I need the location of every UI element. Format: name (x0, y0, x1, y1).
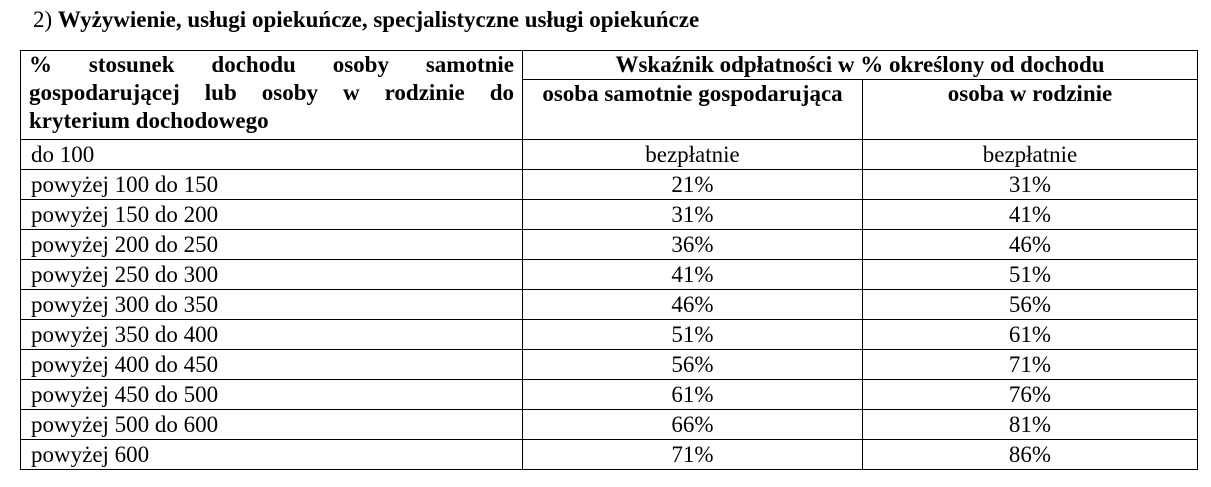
income-range-cell: powyżej 150 do 200 (21, 200, 523, 230)
section-heading (33, 6, 699, 34)
table-row (21, 170, 1198, 200)
table-row (21, 290, 1198, 320)
table-row (21, 440, 1198, 470)
single-person-fee-cell: 36% (523, 230, 863, 260)
family-person-fee-cell: 46% (863, 230, 1198, 260)
header-fee-indicator: Wskaźnik odpłatności w % określony od dochodu (523, 51, 1198, 80)
family-person-fee-cell: bezpłatnie (863, 140, 1198, 170)
family-person-fee-cell: 61% (863, 320, 1198, 350)
income-range-cell: powyżej 450 do 500 (21, 380, 523, 410)
family-person-fee-cell: 76% (863, 380, 1198, 410)
table-row (21, 200, 1198, 230)
family-person-fee-cell: 71% (863, 350, 1198, 380)
single-person-fee-cell: 56% (523, 350, 863, 380)
family-person-fee-cell: 51% (863, 260, 1198, 290)
single-person-fee-cell: bezpłatnie (523, 140, 863, 170)
income-range-cell: powyżej 200 do 250 (21, 230, 523, 260)
table-row (21, 350, 1198, 380)
family-person-fee-cell: 41% (863, 200, 1198, 230)
single-person-fee-cell: 46% (523, 290, 863, 320)
income-range-cell: do 100 (21, 140, 523, 170)
single-person-fee-cell: 66% (523, 410, 863, 440)
fee-table (20, 50, 1198, 470)
income-range-cell: powyżej 600 (21, 440, 523, 470)
section-title: Wyżywienie, usługi opiekuńcze, specjalistyczne usługi opiekuńcze (57, 7, 700, 32)
income-range-cell: powyżej 350 do 400 (21, 320, 523, 350)
income-range-cell: powyżej 250 do 300 (21, 260, 523, 290)
table-row (21, 380, 1198, 410)
family-person-fee-cell: 31% (863, 170, 1198, 200)
family-person-fee-cell: 56% (863, 290, 1198, 320)
header-row-top (21, 51, 1198, 80)
single-person-fee-cell: 71% (523, 440, 863, 470)
family-person-fee-cell: 81% (863, 410, 1198, 440)
section-number: 2) (33, 7, 58, 32)
single-person-fee-cell: 61% (523, 380, 863, 410)
table-row (21, 320, 1198, 350)
income-range-cell: powyżej 500 do 600 (21, 410, 523, 440)
family-person-fee-cell: 86% (863, 440, 1198, 470)
table-row (21, 260, 1198, 290)
single-person-fee-cell: 31% (523, 200, 863, 230)
single-person-fee-cell: 21% (523, 170, 863, 200)
table-row (21, 230, 1198, 260)
income-range-cell: powyżej 400 do 450 (21, 350, 523, 380)
header-single-person: osoba samotnie gospodarująca (523, 80, 863, 140)
header-income-ratio: % stosunek dochodu osoby samotnie gospodarującej lub osoby w rodzinie do kryterium dochodowego (21, 51, 523, 140)
header-family-person: osoba w rodzinie (863, 80, 1198, 140)
single-person-fee-cell: 51% (523, 320, 863, 350)
income-range-cell: powyżej 100 do 150 (21, 170, 523, 200)
income-range-cell: powyżej 300 do 350 (21, 290, 523, 320)
table-row (21, 140, 1198, 170)
table-row (21, 410, 1198, 440)
single-person-fee-cell: 41% (523, 260, 863, 290)
